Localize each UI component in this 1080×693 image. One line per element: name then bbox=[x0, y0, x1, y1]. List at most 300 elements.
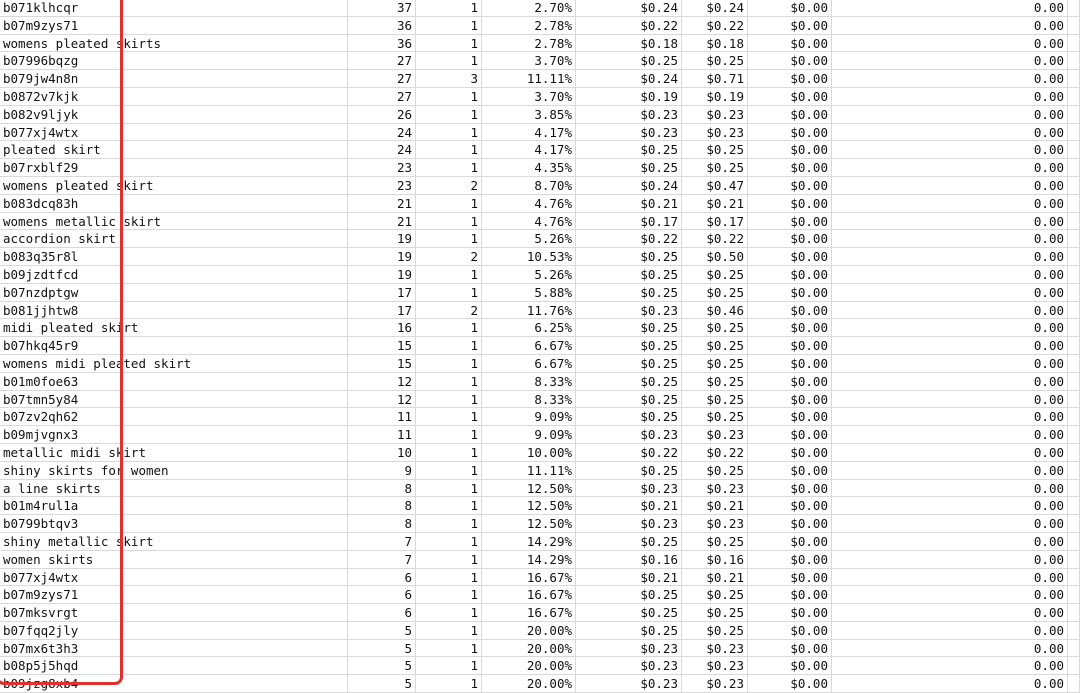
ctr-cell[interactable]: 14.29% bbox=[482, 533, 576, 551]
acos-cell[interactable]: 0.00 bbox=[832, 159, 1068, 177]
clicks-cell[interactable]: 1 bbox=[416, 515, 482, 533]
empty-cell[interactable] bbox=[1068, 426, 1080, 444]
ctr-cell[interactable]: 2.78% bbox=[482, 17, 576, 35]
impressions-cell[interactable]: 17 bbox=[348, 302, 416, 320]
cpc-cell[interactable]: $0.25 bbox=[576, 248, 682, 266]
sales-cell[interactable]: $0.00 bbox=[748, 266, 832, 284]
empty-cell[interactable] bbox=[1068, 0, 1080, 17]
sales-cell[interactable]: $0.00 bbox=[748, 159, 832, 177]
cpc-cell[interactable]: $0.25 bbox=[576, 391, 682, 409]
acos-cell[interactable]: 0.00 bbox=[832, 195, 1068, 213]
sales-cell[interactable]: $0.00 bbox=[748, 462, 832, 480]
clicks-cell[interactable]: 1 bbox=[416, 0, 482, 17]
empty-cell[interactable] bbox=[1068, 17, 1080, 35]
spend-cell[interactable]: $0.25 bbox=[682, 319, 748, 337]
ctr-cell[interactable]: 8.70% bbox=[482, 177, 576, 195]
empty-cell[interactable] bbox=[1068, 622, 1080, 640]
acos-cell[interactable]: 0.00 bbox=[832, 373, 1068, 391]
keyword-cell[interactable]: b07rxblf29 bbox=[0, 159, 348, 177]
spend-cell[interactable]: $0.21 bbox=[682, 497, 748, 515]
ctr-cell[interactable]: 14.29% bbox=[482, 551, 576, 569]
spend-cell[interactable]: $0.25 bbox=[682, 604, 748, 622]
impressions-cell[interactable]: 12 bbox=[348, 373, 416, 391]
empty-cell[interactable] bbox=[1068, 177, 1080, 195]
clicks-cell[interactable]: 1 bbox=[416, 141, 482, 159]
clicks-cell[interactable]: 1 bbox=[416, 444, 482, 462]
ctr-cell[interactable]: 4.76% bbox=[482, 195, 576, 213]
ctr-cell[interactable]: 9.09% bbox=[482, 426, 576, 444]
spend-cell[interactable]: $0.23 bbox=[682, 124, 748, 142]
acos-cell[interactable]: 0.00 bbox=[832, 266, 1068, 284]
ctr-cell[interactable]: 5.88% bbox=[482, 284, 576, 302]
impressions-cell[interactable]: 24 bbox=[348, 124, 416, 142]
clicks-cell[interactable]: 1 bbox=[416, 675, 482, 693]
clicks-cell[interactable]: 1 bbox=[416, 373, 482, 391]
sales-cell[interactable]: $0.00 bbox=[748, 373, 832, 391]
cpc-cell[interactable]: $0.23 bbox=[576, 124, 682, 142]
clicks-cell[interactable]: 1 bbox=[416, 195, 482, 213]
empty-cell[interactable] bbox=[1068, 159, 1080, 177]
ctr-cell[interactable]: 6.25% bbox=[482, 319, 576, 337]
keyword-cell[interactable]: b07fqq2jly bbox=[0, 622, 348, 640]
empty-cell[interactable] bbox=[1068, 337, 1080, 355]
impressions-cell[interactable]: 24 bbox=[348, 141, 416, 159]
impressions-cell[interactable]: 15 bbox=[348, 355, 416, 373]
empty-cell[interactable] bbox=[1068, 124, 1080, 142]
ctr-cell[interactable]: 11.11% bbox=[482, 70, 576, 88]
empty-cell[interactable] bbox=[1068, 70, 1080, 88]
impressions-cell[interactable]: 16 bbox=[348, 319, 416, 337]
cpc-cell[interactable]: $0.22 bbox=[576, 17, 682, 35]
keyword-cell[interactable]: a line skirts bbox=[0, 480, 348, 498]
acos-cell[interactable]: 0.00 bbox=[832, 586, 1068, 604]
keyword-cell[interactable]: b09mjvgnx3 bbox=[0, 426, 348, 444]
clicks-cell[interactable]: 1 bbox=[416, 159, 482, 177]
acos-cell[interactable]: 0.00 bbox=[832, 35, 1068, 53]
spend-cell[interactable]: $0.17 bbox=[682, 213, 748, 231]
spend-cell[interactable]: $0.22 bbox=[682, 444, 748, 462]
keyword-cell[interactable]: b01m4rul1a bbox=[0, 497, 348, 515]
impressions-cell[interactable]: 21 bbox=[348, 195, 416, 213]
cpc-cell[interactable]: $0.25 bbox=[576, 337, 682, 355]
clicks-cell[interactable]: 1 bbox=[416, 657, 482, 675]
sales-cell[interactable]: $0.00 bbox=[748, 391, 832, 409]
sales-cell[interactable]: $0.00 bbox=[748, 444, 832, 462]
ctr-cell[interactable]: 6.67% bbox=[482, 337, 576, 355]
keyword-cell[interactable]: b0799btqv3 bbox=[0, 515, 348, 533]
clicks-cell[interactable]: 1 bbox=[416, 355, 482, 373]
clicks-cell[interactable]: 1 bbox=[416, 551, 482, 569]
impressions-cell[interactable]: 27 bbox=[348, 88, 416, 106]
empty-cell[interactable] bbox=[1068, 515, 1080, 533]
spend-cell[interactable]: $0.23 bbox=[682, 480, 748, 498]
spend-cell[interactable]: $0.23 bbox=[682, 675, 748, 693]
empty-cell[interactable] bbox=[1068, 497, 1080, 515]
impressions-cell[interactable]: 27 bbox=[348, 70, 416, 88]
impressions-cell[interactable]: 27 bbox=[348, 52, 416, 70]
cpc-cell[interactable]: $0.25 bbox=[576, 462, 682, 480]
ctr-cell[interactable]: 4.17% bbox=[482, 141, 576, 159]
spend-cell[interactable]: $0.23 bbox=[682, 106, 748, 124]
impressions-cell[interactable]: 17 bbox=[348, 284, 416, 302]
empty-cell[interactable] bbox=[1068, 444, 1080, 462]
ctr-cell[interactable]: 5.26% bbox=[482, 230, 576, 248]
empty-cell[interactable] bbox=[1068, 302, 1080, 320]
impressions-cell[interactable]: 19 bbox=[348, 248, 416, 266]
acos-cell[interactable]: 0.00 bbox=[832, 569, 1068, 587]
spend-cell[interactable]: $0.25 bbox=[682, 337, 748, 355]
empty-cell[interactable] bbox=[1068, 230, 1080, 248]
sales-cell[interactable]: $0.00 bbox=[748, 551, 832, 569]
clicks-cell[interactable]: 1 bbox=[416, 319, 482, 337]
empty-cell[interactable] bbox=[1068, 35, 1080, 53]
clicks-cell[interactable]: 1 bbox=[416, 17, 482, 35]
empty-cell[interactable] bbox=[1068, 88, 1080, 106]
ctr-cell[interactable]: 12.50% bbox=[482, 515, 576, 533]
cpc-cell[interactable]: $0.23 bbox=[576, 640, 682, 658]
ctr-cell[interactable]: 4.17% bbox=[482, 124, 576, 142]
keyword-cell[interactable]: womens midi pleated skirt bbox=[0, 355, 348, 373]
clicks-cell[interactable]: 1 bbox=[416, 391, 482, 409]
empty-cell[interactable] bbox=[1068, 551, 1080, 569]
sales-cell[interactable]: $0.00 bbox=[748, 35, 832, 53]
spend-cell[interactable]: $0.71 bbox=[682, 70, 748, 88]
keyword-cell[interactable]: b079jw4n8n bbox=[0, 70, 348, 88]
ctr-cell[interactable]: 16.67% bbox=[482, 586, 576, 604]
clicks-cell[interactable]: 1 bbox=[416, 213, 482, 231]
impressions-cell[interactable]: 10 bbox=[348, 444, 416, 462]
spend-cell[interactable]: $0.46 bbox=[682, 302, 748, 320]
ctr-cell[interactable]: 2.78% bbox=[482, 35, 576, 53]
acos-cell[interactable]: 0.00 bbox=[832, 408, 1068, 426]
clicks-cell[interactable]: 2 bbox=[416, 302, 482, 320]
keyword-cell[interactable]: shiny metallic skirt bbox=[0, 533, 348, 551]
acos-cell[interactable]: 0.00 bbox=[832, 426, 1068, 444]
keyword-cell[interactable]: b07996bqzg bbox=[0, 52, 348, 70]
ctr-cell[interactable]: 11.11% bbox=[482, 462, 576, 480]
keyword-cell[interactable]: b07tmn5y84 bbox=[0, 391, 348, 409]
acos-cell[interactable]: 0.00 bbox=[832, 284, 1068, 302]
ctr-cell[interactable]: 20.00% bbox=[482, 640, 576, 658]
spend-cell[interactable]: $0.23 bbox=[682, 515, 748, 533]
cpc-cell[interactable]: $0.19 bbox=[576, 88, 682, 106]
spend-cell[interactable]: $0.25 bbox=[682, 52, 748, 70]
sales-cell[interactable]: $0.00 bbox=[748, 17, 832, 35]
impressions-cell[interactable]: 8 bbox=[348, 515, 416, 533]
empty-cell[interactable] bbox=[1068, 640, 1080, 658]
empty-cell[interactable] bbox=[1068, 675, 1080, 693]
ctr-cell[interactable]: 16.67% bbox=[482, 569, 576, 587]
acos-cell[interactable]: 0.00 bbox=[832, 604, 1068, 622]
sales-cell[interactable]: $0.00 bbox=[748, 497, 832, 515]
acos-cell[interactable]: 0.00 bbox=[832, 533, 1068, 551]
clicks-cell[interactable]: 1 bbox=[416, 106, 482, 124]
ctr-cell[interactable]: 10.00% bbox=[482, 444, 576, 462]
acos-cell[interactable]: 0.00 bbox=[832, 88, 1068, 106]
clicks-cell[interactable]: 1 bbox=[416, 622, 482, 640]
cpc-cell[interactable]: $0.23 bbox=[576, 426, 682, 444]
clicks-cell[interactable]: 1 bbox=[416, 426, 482, 444]
spend-cell[interactable]: $0.25 bbox=[682, 586, 748, 604]
acos-cell[interactable]: 0.00 bbox=[832, 444, 1068, 462]
cpc-cell[interactable]: $0.23 bbox=[576, 302, 682, 320]
sales-cell[interactable]: $0.00 bbox=[748, 604, 832, 622]
sales-cell[interactable]: $0.00 bbox=[748, 302, 832, 320]
clicks-cell[interactable]: 1 bbox=[416, 52, 482, 70]
cpc-cell[interactable]: $0.25 bbox=[576, 604, 682, 622]
spend-cell[interactable]: $0.21 bbox=[682, 195, 748, 213]
empty-cell[interactable] bbox=[1068, 480, 1080, 498]
sales-cell[interactable]: $0.00 bbox=[748, 515, 832, 533]
spend-cell[interactable]: $0.22 bbox=[682, 17, 748, 35]
ctr-cell[interactable]: 5.26% bbox=[482, 266, 576, 284]
clicks-cell[interactable]: 1 bbox=[416, 569, 482, 587]
empty-cell[interactable] bbox=[1068, 586, 1080, 604]
impressions-cell[interactable]: 37 bbox=[348, 0, 416, 17]
acos-cell[interactable]: 0.00 bbox=[832, 657, 1068, 675]
spend-cell[interactable]: $0.24 bbox=[682, 0, 748, 17]
clicks-cell[interactable]: 2 bbox=[416, 248, 482, 266]
acos-cell[interactable]: 0.00 bbox=[832, 355, 1068, 373]
ctr-cell[interactable]: 20.00% bbox=[482, 622, 576, 640]
cpc-cell[interactable]: $0.17 bbox=[576, 213, 682, 231]
sales-cell[interactable]: $0.00 bbox=[748, 480, 832, 498]
clicks-cell[interactable]: 1 bbox=[416, 337, 482, 355]
impressions-cell[interactable]: 7 bbox=[348, 551, 416, 569]
keyword-cell[interactable]: b08p5j5hqd bbox=[0, 657, 348, 675]
cpc-cell[interactable]: $0.25 bbox=[576, 533, 682, 551]
spend-cell[interactable]: $0.19 bbox=[682, 88, 748, 106]
cpc-cell[interactable]: $0.23 bbox=[576, 675, 682, 693]
cpc-cell[interactable]: $0.25 bbox=[576, 408, 682, 426]
keyword-cell[interactable]: b077xj4wtx bbox=[0, 569, 348, 587]
keyword-cell[interactable]: womens metallic skirt bbox=[0, 213, 348, 231]
keyword-cell[interactable]: b09jzdtfcd bbox=[0, 266, 348, 284]
cpc-cell[interactable]: $0.25 bbox=[576, 284, 682, 302]
impressions-cell[interactable]: 11 bbox=[348, 426, 416, 444]
impressions-cell[interactable]: 15 bbox=[348, 337, 416, 355]
sales-cell[interactable]: $0.00 bbox=[748, 319, 832, 337]
impressions-cell[interactable]: 19 bbox=[348, 266, 416, 284]
keyword-cell[interactable]: b082v9ljyk bbox=[0, 106, 348, 124]
keyword-cell[interactable]: b0872v7kjk bbox=[0, 88, 348, 106]
spend-cell[interactable]: $0.50 bbox=[682, 248, 748, 266]
ctr-cell[interactable]: 2.70% bbox=[482, 0, 576, 17]
sales-cell[interactable]: $0.00 bbox=[748, 426, 832, 444]
sales-cell[interactable]: $0.00 bbox=[748, 408, 832, 426]
keyword-cell[interactable]: b07zv2qh62 bbox=[0, 408, 348, 426]
sales-cell[interactable]: $0.00 bbox=[748, 569, 832, 587]
empty-cell[interactable] bbox=[1068, 408, 1080, 426]
acos-cell[interactable]: 0.00 bbox=[832, 622, 1068, 640]
sales-cell[interactable]: $0.00 bbox=[748, 675, 832, 693]
clicks-cell[interactable]: 1 bbox=[416, 604, 482, 622]
empty-cell[interactable] bbox=[1068, 266, 1080, 284]
clicks-cell[interactable]: 1 bbox=[416, 586, 482, 604]
sales-cell[interactable]: $0.00 bbox=[748, 640, 832, 658]
impressions-cell[interactable]: 6 bbox=[348, 569, 416, 587]
cpc-cell[interactable]: $0.23 bbox=[576, 106, 682, 124]
empty-cell[interactable] bbox=[1068, 657, 1080, 675]
spend-cell[interactable]: $0.25 bbox=[682, 533, 748, 551]
impressions-cell[interactable]: 5 bbox=[348, 675, 416, 693]
impressions-cell[interactable]: 19 bbox=[348, 230, 416, 248]
impressions-cell[interactable]: 36 bbox=[348, 35, 416, 53]
empty-cell[interactable] bbox=[1068, 373, 1080, 391]
empty-cell[interactable] bbox=[1068, 604, 1080, 622]
impressions-cell[interactable]: 12 bbox=[348, 391, 416, 409]
cpc-cell[interactable]: $0.24 bbox=[576, 70, 682, 88]
sales-cell[interactable]: $0.00 bbox=[748, 657, 832, 675]
keyword-cell[interactable]: shiny skirts for women bbox=[0, 462, 348, 480]
spend-cell[interactable]: $0.23 bbox=[682, 426, 748, 444]
keyword-cell[interactable]: b081jjhtw8 bbox=[0, 302, 348, 320]
acos-cell[interactable]: 0.00 bbox=[832, 391, 1068, 409]
keyword-cell[interactable]: b01m0foe63 bbox=[0, 373, 348, 391]
cpc-cell[interactable]: $0.25 bbox=[576, 159, 682, 177]
acos-cell[interactable]: 0.00 bbox=[832, 0, 1068, 17]
sales-cell[interactable]: $0.00 bbox=[748, 248, 832, 266]
acos-cell[interactable]: 0.00 bbox=[832, 302, 1068, 320]
empty-cell[interactable] bbox=[1068, 355, 1080, 373]
impressions-cell[interactable]: 11 bbox=[348, 408, 416, 426]
keyword-cell[interactable]: midi pleated skirt bbox=[0, 319, 348, 337]
cpc-cell[interactable]: $0.25 bbox=[576, 266, 682, 284]
spend-cell[interactable]: $0.25 bbox=[682, 622, 748, 640]
sales-cell[interactable]: $0.00 bbox=[748, 230, 832, 248]
clicks-cell[interactable]: 3 bbox=[416, 70, 482, 88]
sales-cell[interactable]: $0.00 bbox=[748, 0, 832, 17]
cpc-cell[interactable]: $0.18 bbox=[576, 35, 682, 53]
sales-cell[interactable]: $0.00 bbox=[748, 195, 832, 213]
acos-cell[interactable]: 0.00 bbox=[832, 230, 1068, 248]
sales-cell[interactable]: $0.00 bbox=[748, 106, 832, 124]
clicks-cell[interactable]: 1 bbox=[416, 462, 482, 480]
acos-cell[interactable]: 0.00 bbox=[832, 248, 1068, 266]
spend-cell[interactable]: $0.25 bbox=[682, 284, 748, 302]
sales-cell[interactable]: $0.00 bbox=[748, 337, 832, 355]
sales-cell[interactable]: $0.00 bbox=[748, 355, 832, 373]
empty-cell[interactable] bbox=[1068, 569, 1080, 587]
ctr-cell[interactable]: 20.00% bbox=[482, 657, 576, 675]
acos-cell[interactable]: 0.00 bbox=[832, 462, 1068, 480]
empty-cell[interactable] bbox=[1068, 319, 1080, 337]
impressions-cell[interactable]: 9 bbox=[348, 462, 416, 480]
sales-cell[interactable]: $0.00 bbox=[748, 52, 832, 70]
acos-cell[interactable]: 0.00 bbox=[832, 106, 1068, 124]
spend-cell[interactable]: $0.25 bbox=[682, 141, 748, 159]
acos-cell[interactable]: 0.00 bbox=[832, 17, 1068, 35]
spend-cell[interactable]: $0.47 bbox=[682, 177, 748, 195]
ctr-cell[interactable]: 10.53% bbox=[482, 248, 576, 266]
ctr-cell[interactable]: 9.09% bbox=[482, 408, 576, 426]
acos-cell[interactable]: 0.00 bbox=[832, 52, 1068, 70]
clicks-cell[interactable]: 1 bbox=[416, 408, 482, 426]
spend-cell[interactable]: $0.25 bbox=[682, 391, 748, 409]
acos-cell[interactable]: 0.00 bbox=[832, 551, 1068, 569]
cpc-cell[interactable]: $0.25 bbox=[576, 586, 682, 604]
clicks-cell[interactable]: 1 bbox=[416, 497, 482, 515]
acos-cell[interactable]: 0.00 bbox=[832, 480, 1068, 498]
impressions-cell[interactable]: 5 bbox=[348, 657, 416, 675]
keyword-cell[interactable]: b077xj4wtx bbox=[0, 124, 348, 142]
impressions-cell[interactable]: 7 bbox=[348, 533, 416, 551]
impressions-cell[interactable]: 5 bbox=[348, 622, 416, 640]
empty-cell[interactable] bbox=[1068, 141, 1080, 159]
keyword-cell[interactable]: b07nzdptgw bbox=[0, 284, 348, 302]
cpc-cell[interactable]: $0.23 bbox=[576, 657, 682, 675]
clicks-cell[interactable]: 1 bbox=[416, 640, 482, 658]
cpc-cell[interactable]: $0.24 bbox=[576, 0, 682, 17]
cpc-cell[interactable]: $0.23 bbox=[576, 515, 682, 533]
spend-cell[interactable]: $0.25 bbox=[682, 159, 748, 177]
keyword-cell[interactable]: b083q35r8l bbox=[0, 248, 348, 266]
empty-cell[interactable] bbox=[1068, 284, 1080, 302]
clicks-cell[interactable]: 1 bbox=[416, 124, 482, 142]
sales-cell[interactable]: $0.00 bbox=[748, 533, 832, 551]
sales-cell[interactable]: $0.00 bbox=[748, 284, 832, 302]
spend-cell[interactable]: $0.16 bbox=[682, 551, 748, 569]
ctr-cell[interactable]: 8.33% bbox=[482, 391, 576, 409]
impressions-cell[interactable]: 6 bbox=[348, 604, 416, 622]
ctr-cell[interactable]: 12.50% bbox=[482, 480, 576, 498]
impressions-cell[interactable]: 6 bbox=[348, 586, 416, 604]
impressions-cell[interactable]: 36 bbox=[348, 17, 416, 35]
cpc-cell[interactable]: $0.25 bbox=[576, 319, 682, 337]
acos-cell[interactable]: 0.00 bbox=[832, 70, 1068, 88]
sales-cell[interactable]: $0.00 bbox=[748, 586, 832, 604]
empty-cell[interactable] bbox=[1068, 195, 1080, 213]
keyword-cell[interactable]: womens pleated skirts bbox=[0, 35, 348, 53]
impressions-cell[interactable]: 26 bbox=[348, 106, 416, 124]
impressions-cell[interactable]: 8 bbox=[348, 480, 416, 498]
spend-cell[interactable]: $0.25 bbox=[682, 266, 748, 284]
clicks-cell[interactable]: 1 bbox=[416, 35, 482, 53]
clicks-cell[interactable]: 2 bbox=[416, 177, 482, 195]
ctr-cell[interactable]: 3.85% bbox=[482, 106, 576, 124]
impressions-cell[interactable]: 23 bbox=[348, 177, 416, 195]
clicks-cell[interactable]: 1 bbox=[416, 533, 482, 551]
sales-cell[interactable]: $0.00 bbox=[748, 124, 832, 142]
spend-cell[interactable]: $0.25 bbox=[682, 462, 748, 480]
acos-cell[interactable]: 0.00 bbox=[832, 515, 1068, 533]
empty-cell[interactable] bbox=[1068, 533, 1080, 551]
keyword-cell[interactable]: b071klhcqr bbox=[0, 0, 348, 17]
spend-cell[interactable]: $0.21 bbox=[682, 569, 748, 587]
keyword-cell[interactable]: pleated skirt bbox=[0, 141, 348, 159]
ctr-cell[interactable]: 16.67% bbox=[482, 604, 576, 622]
acos-cell[interactable]: 0.00 bbox=[832, 213, 1068, 231]
clicks-cell[interactable]: 1 bbox=[416, 480, 482, 498]
cpc-cell[interactable]: $0.22 bbox=[576, 444, 682, 462]
empty-cell[interactable] bbox=[1068, 462, 1080, 480]
acos-cell[interactable]: 0.00 bbox=[832, 177, 1068, 195]
cpc-cell[interactable]: $0.25 bbox=[576, 622, 682, 640]
keyword-cell[interactable]: b09jzg8xb4 bbox=[0, 675, 348, 693]
impressions-cell[interactable]: 21 bbox=[348, 213, 416, 231]
keyword-cell[interactable]: b07m9zys71 bbox=[0, 17, 348, 35]
cpc-cell[interactable]: $0.25 bbox=[576, 373, 682, 391]
clicks-cell[interactable]: 1 bbox=[416, 266, 482, 284]
ctr-cell[interactable]: 20.00% bbox=[482, 675, 576, 693]
sales-cell[interactable]: $0.00 bbox=[748, 88, 832, 106]
acos-cell[interactable]: 0.00 bbox=[832, 124, 1068, 142]
spend-cell[interactable]: $0.22 bbox=[682, 230, 748, 248]
sales-cell[interactable]: $0.00 bbox=[748, 70, 832, 88]
cpc-cell[interactable]: $0.22 bbox=[576, 230, 682, 248]
acos-cell[interactable]: 0.00 bbox=[832, 141, 1068, 159]
empty-cell[interactable] bbox=[1068, 213, 1080, 231]
